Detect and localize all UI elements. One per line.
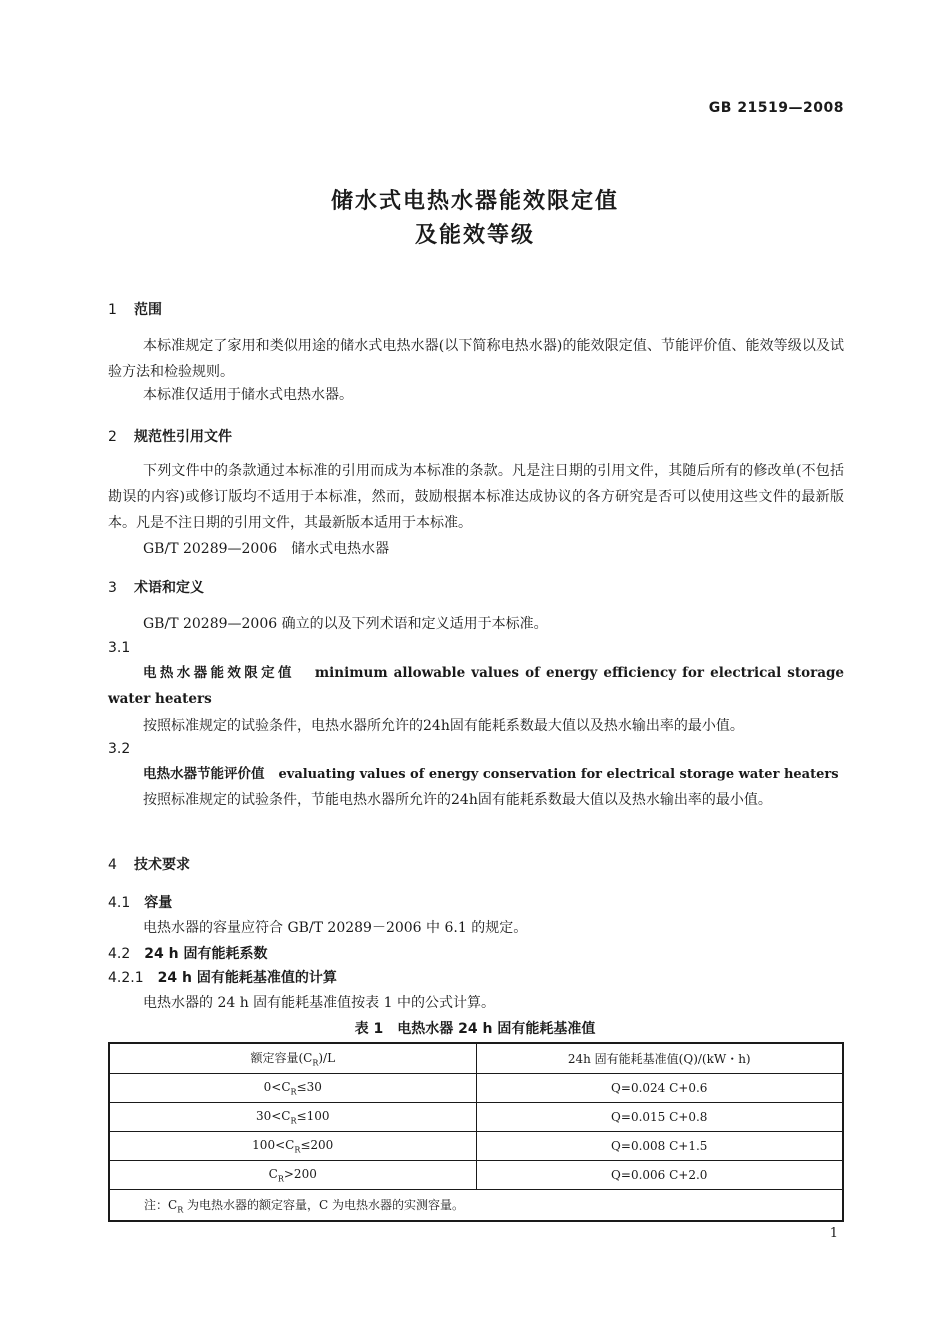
column-header-capacity: 额定容量$(C_R)/L$: [109, 1043, 476, 1074]
term-3-1: [108, 660, 844, 712]
section-3-paragraph: GB/T 20289—2006 确立的以及下列术语和定义适用于本标准。: [143, 616, 548, 632]
table-row: [109, 1132, 843, 1161]
term-3-1-definition: 按照标准规定的试验条件，电热水器所允许的24h固有能耗系数最大值以及热水输出率的最小值。: [143, 718, 744, 734]
subsection-number: 4.1: [108, 895, 131, 911]
table-caption: 表 1 电热水器 24 h 固有能耗基准值: [354, 1021, 596, 1037]
term-3-1-number: 3.1: [108, 640, 131, 656]
subsection-title: 24 h 固有能耗基准值的计算: [157, 970, 337, 986]
subsection-number: 4.2: [108, 946, 131, 962]
capacity-cell: $100<C_R\le 200$: [109, 1132, 476, 1161]
section-2-paragraph: 下列文件中的条款通过本标准的引用而成为本标准的条款。凡是注日期的引用文件，其随后所有的修改单(不包括勘误的内容)或修订版均不适用于本标准，然而，鼓励根据本标准达成协议的各方研究是否可以使用这些文件的最新版本。凡是不注日期的引用文件，其最新版本适用于本标准。: [108, 463, 844, 531]
document-title-line2: 及能效等级: [414, 223, 535, 248]
normative-reference: GB/T 20289—2006 储水式电热水器: [143, 541, 390, 557]
section-number: 4: [108, 857, 117, 873]
section-title: 技术要求: [134, 857, 190, 873]
subsection-4-2-1-paragraph: 电热水器的 24 h 固有能耗基准值按表 1 中的公式计算。: [143, 995, 495, 1011]
subsection-number: 4.2.1: [108, 970, 144, 986]
capacity-cell: $0<C_R\le 30$: [109, 1074, 476, 1103]
subsection-4-2-1-heading: [108, 967, 337, 987]
page-number: 1: [829, 1226, 838, 1241]
document-title-line1: 储水式电热水器能效限定值: [330, 189, 619, 214]
capacity-cell: $C_R>200$: [109, 1161, 476, 1190]
capacity-cell: $30<C_R\le 100$: [109, 1103, 476, 1132]
subsection-title: 容量: [144, 895, 173, 911]
formula-cell: Q=0.015 C+0.8: [476, 1103, 843, 1132]
section-1-paragraph-2: 本标准仅适用于储水式电热水器。: [143, 387, 353, 403]
term-english: minimum allowable values of energy efficiency for electrical storage water heaters: [108, 665, 845, 707]
table-row: [109, 1103, 843, 1132]
subsection-4-1-paragraph: 电热水器的容量应符合 GB/T 20289－2006 中 6.1 的规定。: [143, 920, 528, 936]
subsection-4-1-heading: [108, 892, 172, 912]
subsection-title: 24 h 固有能耗系数: [144, 946, 268, 962]
column-header-baseline: 24h 固有能耗基准值(Q)/(kW・h): [476, 1043, 843, 1074]
section-number: 3: [108, 580, 117, 596]
section-1-heading: [108, 299, 162, 319]
section-2-heading: [108, 426, 232, 446]
term-3-2-number: 3.2: [108, 741, 131, 757]
term-3-2-definition: 按照标准规定的试验条件，节能电热水器所允许的24h固有能耗系数最大值以及热水输出率的最小值。: [143, 792, 772, 808]
term-chinese: 电热水器能效限定值: [143, 665, 295, 681]
section-number: 2: [108, 429, 117, 445]
standard-number: GB 21519—2008: [708, 100, 844, 116]
table-note: 注：$C_R$ 为电热水器的额定容量，C 为电热水器的实测容量。: [109, 1190, 843, 1222]
section-title: 规范性引用文件: [134, 429, 232, 445]
section-number: 1: [108, 302, 117, 318]
term-chinese: 电热水器节能评价值: [143, 766, 265, 782]
energy-baseline-table: [108, 1042, 844, 1222]
term-3-2: [108, 761, 844, 788]
table-row: [109, 1074, 843, 1103]
section-1-paragraph-1: 本标准规定了家用和类似用途的储水式电热水器(以下简称电热水器)的能效限定值、节能评价值、能效等级以及试验方法和检验规则。: [108, 338, 844, 380]
section-4-heading: [108, 854, 190, 874]
section-title: 范围: [134, 302, 162, 318]
term-english: evaluating values of energy conservation for electrical storage water heaters: [278, 767, 839, 782]
table-note-row: [109, 1190, 843, 1222]
section-3-heading: [108, 577, 204, 597]
table-header-row: [109, 1043, 843, 1074]
formula-cell: Q=0.008 C+1.5: [476, 1132, 843, 1161]
subsection-4-2-heading: [108, 943, 267, 963]
table-row: [109, 1161, 843, 1190]
section-title: 术语和定义: [134, 580, 204, 596]
formula-cell: Q=0.024 C+0.6: [476, 1074, 843, 1103]
formula-cell: Q=0.006 C+2.0: [476, 1161, 843, 1190]
